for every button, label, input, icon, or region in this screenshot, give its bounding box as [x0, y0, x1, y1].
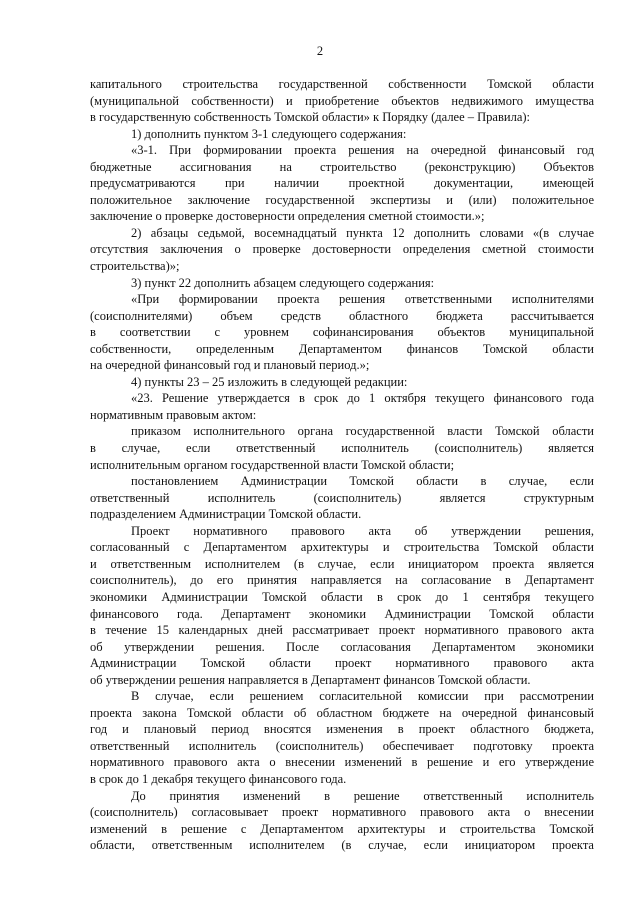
text-line: (соисполнителями) объем средств областного бюджета рассчитывается	[90, 308, 594, 323]
text-line: год и плановый период вносятся изменения в проект областного бюджета,	[90, 722, 594, 737]
text-line: 1) дополнить пунктом 3-1 следующего содержания:	[131, 126, 407, 141]
text-line: 3) пункт 22 дополнить абзацем следующего содержания:	[131, 275, 435, 290]
text-line: экономики Администрации Томской области в срок до 1 сентября текущего	[90, 589, 594, 604]
text-line: заключение о проверке достоверности определения сметной стоимости.»;	[90, 209, 485, 224]
text-line: об утверждении решения направляется в Департамент финансов Томской области.	[90, 672, 531, 687]
text-line: в государственную собственность Томской области» к Порядку (далее – Правила):	[90, 110, 530, 125]
text-line: предусматриваются при наличии проектной документации, имеющей	[90, 176, 594, 191]
text-line: В случае, если решением согласительной комиссии при рассмотрении	[131, 689, 594, 704]
text-line: исполнительным органом государственной власти Томской области;	[90, 457, 455, 472]
text-line: «3-1. При формировании проекта решения на очередной финансовый год	[131, 143, 594, 158]
text-line: собственности, определенным Департаментом финансов Томской области	[90, 341, 594, 356]
text-line: Проект нормативного правового акта об утверждении решения,	[131, 523, 594, 538]
text-line: на очередной финансовый год и плановый период.»;	[90, 358, 370, 373]
text-line: ответственный исполнитель (соисполнитель) обеспечивает подготовку проекта	[90, 738, 594, 753]
text-line: изменений в решение с Департаментом архитектуры и строительства Томской	[90, 821, 594, 836]
text-line: капитального строительства государственной собственности Томской области	[90, 77, 594, 91]
text-line: в случае, если ответственный исполнитель (соисполнитель) является	[90, 441, 594, 456]
text-line: 4) пункты 23 – 25 изложить в следующей редакции:	[131, 374, 408, 389]
page-number: 2	[316, 44, 324, 58]
text-line: Администрации Томской области проект нормативного правового акта	[90, 656, 594, 671]
text-line: нормативным правовым актом:	[90, 407, 257, 422]
text-line: 2) абзацы седьмой, восемнадцатый пункта 12 дополнить словами «(в случае	[131, 225, 594, 240]
text-line: приказом исполнительного органа государственной власти Томской области	[131, 424, 594, 439]
text-line: проекта закона Томской области об областном бюджете на очередной финансовый	[90, 705, 594, 720]
text-line: соисполнитель), до его принятия направляется на согласование в Департамент	[90, 573, 594, 588]
text-line: До принятия изменений в решение ответственный исполнитель	[131, 788, 594, 803]
text-line: подразделением Администрации Томской области.	[90, 507, 362, 522]
text-line: финансового года. Департамент экономики Администрации Томской области	[90, 606, 594, 621]
text-line: в срок до 1 декабря текущего финансового года.	[90, 771, 347, 786]
text-line: постановлением Администрации Томской области в случае, если	[131, 474, 594, 489]
text-line: (соисполнитель) согласовывает проект нормативного правового акта о внесении	[90, 805, 594, 820]
text-line: нормативного правового акта о внесении изменений в решение и его утверждение	[90, 755, 594, 770]
text-line: согласованный с Департаментом архитектуры и строительства Томской области	[90, 540, 594, 555]
text-line: «23. Решение утверждается в срок до 1 октября текущего финансового года	[131, 391, 594, 406]
text-line: «При формировании проекта решения ответственными исполнителями	[131, 292, 594, 307]
text-line: ответственный исполнитель (соисполнитель) является структурным	[90, 490, 594, 505]
text-line: бюджетные ассигнования на строительство (реконструкцию) Объектов	[90, 159, 594, 174]
text-line: и ответственным исполнителем (в случае, если инициатором проекта является	[90, 556, 594, 571]
document-body	[90, 76, 594, 854]
text-line: области, ответственным исполнителем (в случае, если инициатором проекта	[90, 838, 594, 853]
text-line: (муниципальной собственности) и приобретение объектов недвижимого имущества	[90, 93, 594, 108]
text-line: в течение 15 календарных дней рассматривает проект нормативного правового акта	[90, 623, 594, 638]
text-line: строительства)»;	[90, 259, 180, 274]
text-line: положительное заключение государственной экспертизы и (или) положительное	[90, 192, 594, 207]
text-line: об утверждении решения. После согласования Департаментом экономики	[90, 639, 594, 654]
text-line: отсутствия заключения о проверке достоверности определения сметной стоимости	[90, 242, 594, 257]
text-line: в соответствии с уровнем софинансирования объектов муниципальной	[90, 325, 594, 340]
